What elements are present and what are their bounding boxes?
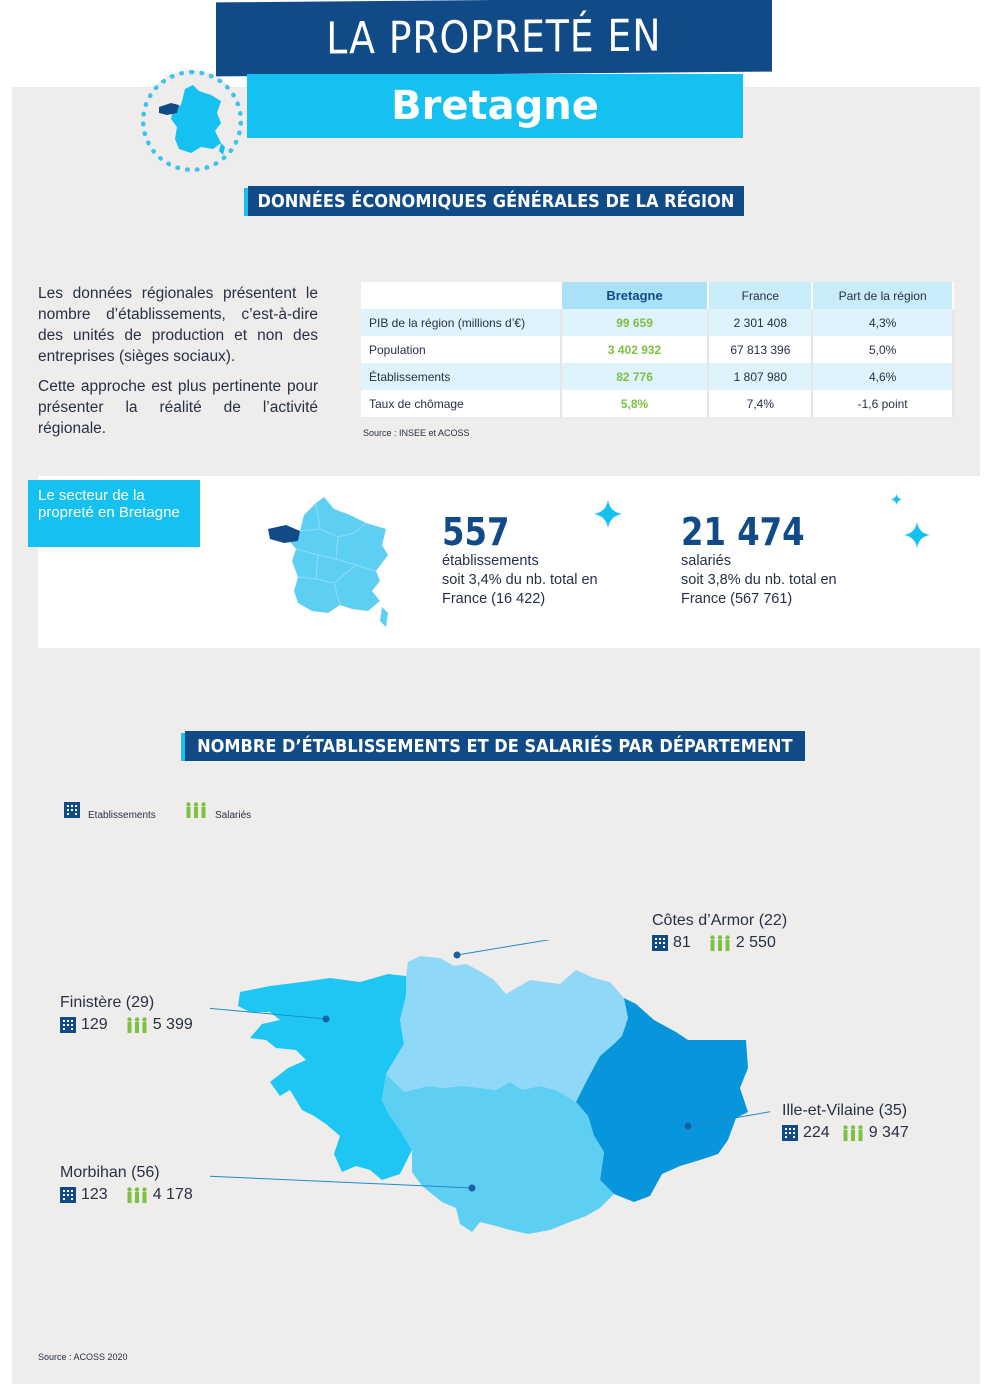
- dept-etab-value: 81: [673, 934, 691, 951]
- dept-etab-value: 224: [803, 1124, 830, 1141]
- intro-paragraph-1: Les données régionales présentent le nombre d’établissements, c’est-à-dire des unités de production et non des entreprises (sièges sociaux).: [38, 285, 318, 365]
- table-cell-france: 1 807 980: [708, 363, 812, 390]
- stat-etablissements-detail: soit 3,4% du nb. total en France (16 422): [442, 572, 598, 607]
- table-header-france: France: [708, 282, 812, 309]
- dept-sal-value: 5 399: [152, 1016, 193, 1033]
- section-heading-text: NOMBRE D’ÉTABLISSEMENTS ET DE SALARIÉS PAR DÉPARTEMENT: [197, 735, 793, 757]
- table-cell-part: 4,6%: [812, 363, 953, 390]
- table-cell-label: Taux de chômage: [361, 390, 561, 417]
- people-icon: [842, 1125, 864, 1141]
- dept-etab-value: 129: [81, 1016, 108, 1033]
- table-cell-france: 7,4%: [708, 390, 812, 417]
- france-map-icon: [264, 495, 394, 630]
- table-row: [361, 309, 953, 336]
- table-cell-bretagne: 82 776: [561, 363, 709, 390]
- dept-etab-value: 123: [81, 1186, 108, 1203]
- sparkle-icon: [594, 500, 622, 528]
- stat-salaries-unit: salariés: [681, 553, 731, 569]
- table-cell-part: 4,3%: [812, 309, 953, 336]
- table-cell-label: Établissements: [361, 363, 561, 390]
- table-header-bretagne: Bretagne: [561, 282, 709, 309]
- dept-finistere: [60, 992, 193, 1036]
- dept-name: Morbihan (56): [60, 1164, 160, 1181]
- table-cell-france: 67 813 396: [708, 336, 812, 363]
- table-cell-part: 5,0%: [812, 336, 953, 363]
- stat-etablissements-value: 557: [442, 510, 510, 554]
- table-header-blank: [361, 282, 561, 309]
- table-cell-bretagne: 99 659: [561, 309, 709, 336]
- intro-text: [38, 283, 318, 439]
- france-map-icon: [155, 83, 229, 159]
- sparkle-icon: [891, 494, 902, 505]
- table-header-part: Part de la région: [812, 282, 953, 309]
- dept-name: Côtes d’Armor (22): [652, 912, 788, 929]
- stat-etablissements-unit: établissements: [442, 553, 539, 569]
- section-heading-economic: [248, 186, 744, 216]
- sector-label: Le secteur de la propreté en Bretagne: [28, 480, 200, 547]
- economic-table: [361, 282, 954, 417]
- people-icon: [709, 935, 731, 951]
- page-title: LA PROPRETÉ EN: [326, 10, 662, 64]
- building-icon: [782, 1125, 798, 1141]
- table-row: [361, 363, 953, 390]
- dept-sal-value: 9 347: [868, 1124, 909, 1141]
- morbihan-marker: [469, 1185, 476, 1192]
- france-badge: [141, 70, 243, 172]
- table-header-row: [361, 282, 953, 309]
- ille-vilaine-marker: [685, 1123, 692, 1130]
- dept-ille-vilaine: [782, 1100, 909, 1144]
- table-source: Source : INSEE et ACOSS: [363, 428, 470, 438]
- region-title: Bretagne: [391, 83, 599, 129]
- table-cell-label: Population: [361, 336, 561, 363]
- section-heading-text: DONNÉES ÉCONOMIQUES GÉNÉRALES DE LA RÉGION: [257, 190, 735, 212]
- legend-salaries-label: Salariés: [215, 810, 252, 821]
- legend-etablissements-label: Etablissements: [88, 810, 156, 821]
- sparkle-icon: [904, 522, 930, 548]
- dept-sal-value: 2 550: [735, 934, 776, 951]
- table-cell-part: -1,6 point: [812, 390, 953, 417]
- bretagne-map: [210, 940, 770, 1250]
- stat-salaries-value: 21 474: [681, 510, 805, 554]
- table-cell-bretagne: 5,8%: [561, 390, 709, 417]
- legend-salaries: [185, 798, 251, 821]
- building-icon: [652, 935, 668, 951]
- table-cell-bretagne: 3 402 932: [561, 336, 709, 363]
- dept-name: Finistère (29): [60, 994, 155, 1011]
- table-row: [361, 336, 953, 363]
- intro-paragraph-2: Cette approche est plus pertinente pour présenter la réalité de l’activité régionale.: [38, 378, 318, 437]
- people-icon: [126, 1187, 148, 1203]
- cotes-armor-marker: [454, 952, 461, 959]
- stat-salaries-detail: soit 3,8% du nb. total en France (567 761): [681, 572, 837, 607]
- dept-cotes-armor: [652, 910, 787, 954]
- people-icon: [126, 1017, 148, 1033]
- building-icon: [64, 802, 80, 818]
- stat-salaries: [681, 512, 861, 609]
- table-row: [361, 390, 953, 417]
- title-banner-dark: [216, 0, 772, 76]
- people-icon: [185, 802, 207, 818]
- section-heading-departments: [185, 731, 805, 761]
- dept-name: Ille-et-Vilaine (35): [782, 1102, 908, 1119]
- building-icon: [60, 1187, 76, 1203]
- dept-morbihan: [60, 1162, 193, 1206]
- building-icon: [60, 1017, 76, 1033]
- legend-etablissements: [64, 798, 156, 821]
- finistere-marker: [323, 1016, 330, 1023]
- table-cell-label: PIB de la région (millions d’€): [361, 309, 561, 336]
- title-banner-light: [247, 74, 743, 138]
- map-source: Source : ACOSS 2020: [38, 1352, 128, 1362]
- table-cell-france: 2 301 408: [708, 309, 812, 336]
- dept-sal-value: 4 178: [152, 1186, 193, 1203]
